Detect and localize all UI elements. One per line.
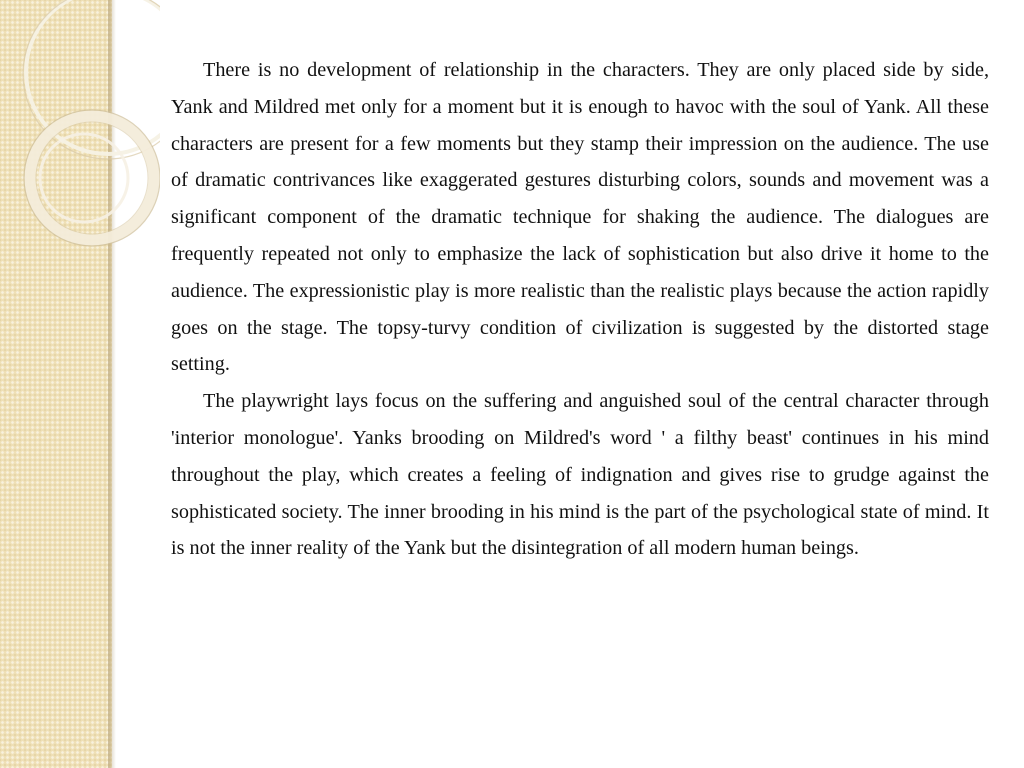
paragraph-1: There is no development of relationship in the characters. They are only placed side by side, Yank and Mildred met only for a moment but it is enough to havoc with the soul of Yank. All these characters are present for a few moments but they stamp their impression on the audience. The use of dramatic contrivances like exaggerated gestures disturbing colors, sounds and movement was a significant component of the dramatic technique for shaking the audience. The dialogues are frequently repeated not only to emphasize the lack of sophistication but also drive it home to the audience. The expressionistic play is more realistic than the realistic plays because the action rapidly goes on the stage. The topsy-turvy condition of civilization is suggested by the distorted stage setting. — [171, 59, 989, 376]
decorative-rings — [0, 0, 160, 300]
paragraph-2: The playwright lays focus on the suffering and anguished soul of the central character through 'interior monologue'. Yanks brooding on Mildred's word ' a filthy beast' continues in his mind throughout the play, which creates a feeling of indignation and gives rise to grudge against the sophisticated society. The inner brooding in his mind is the part of the psychological state of mind. It is not the inner reality of the Yank but the disintegration of all modern human beings. — [171, 390, 989, 560]
decorative-ring-small — [40, 134, 128, 222]
body-text — [171, 52, 989, 567]
